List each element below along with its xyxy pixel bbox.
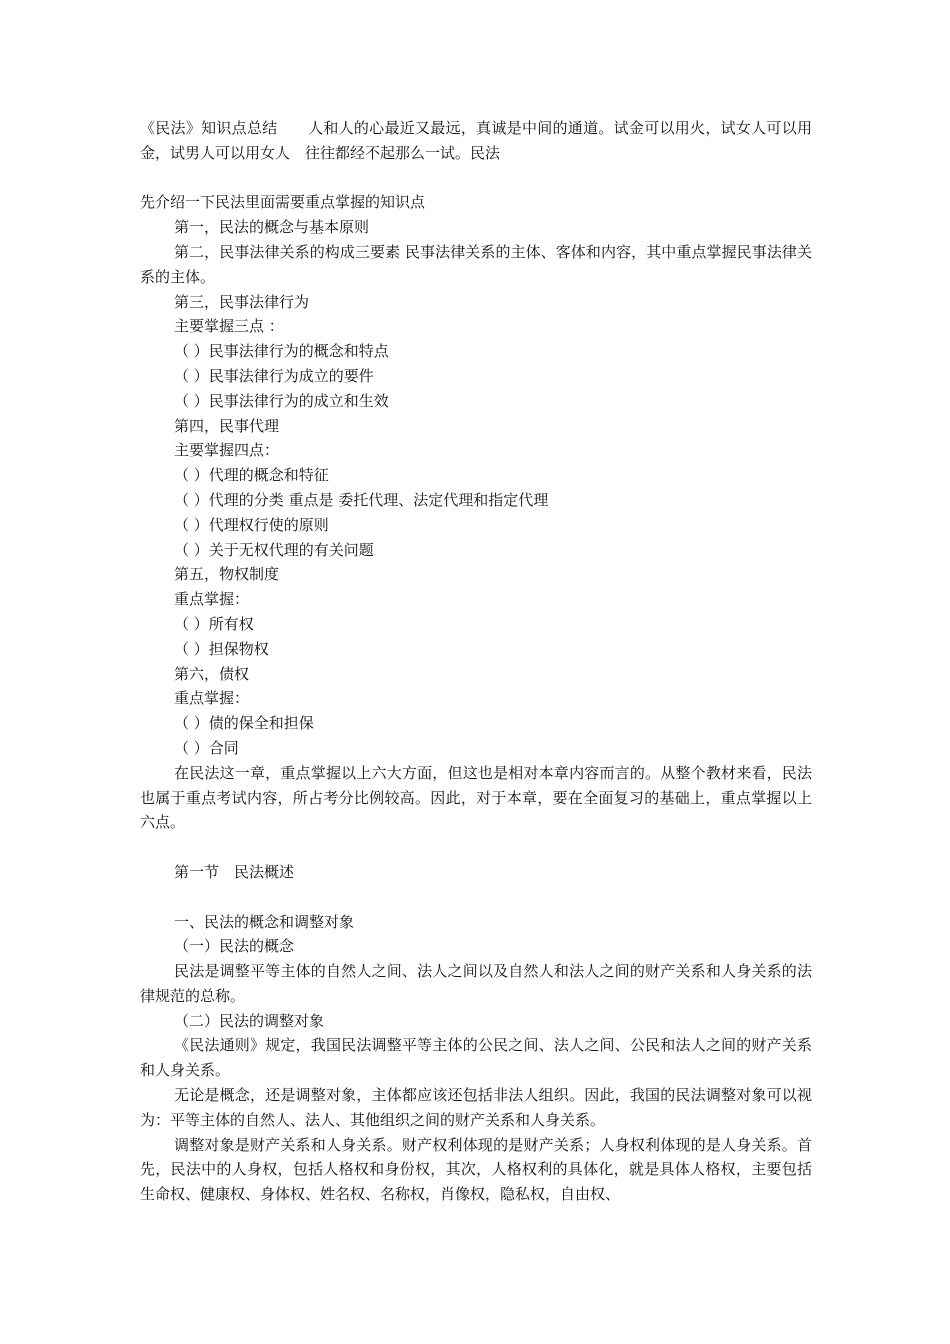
section-title: 第一节 民法概述 bbox=[174, 862, 295, 881]
heading-1-1: （一）民法的概念 bbox=[174, 937, 295, 956]
list-item: （ ）代理权行使的原则 bbox=[174, 515, 329, 534]
document-body bbox=[140, 116, 812, 1207]
list-item: （ ）债的保全和担保 bbox=[174, 714, 314, 733]
list-item: （ ）代理的概念和特征 bbox=[174, 466, 329, 485]
tiaozheng-paragraph: 调整对象是财产关系和人身关系。财产权利体现的是财产关系；人身权利体现的是人身关系。首先，民法中的人身权，包括人格权和身份权，其次，人格权利的具体化，就是具体人格权，主要包括生命权、健康权、身体权、姓名权、名称权，肖像权，隐私权，自由权、 bbox=[140, 1135, 812, 1204]
point-2-paragraph: 第二，民事法律关系的构成三要素 民事法律关系的主体、客体和内容，其中重点掌握民事法律关系的主体。 bbox=[140, 242, 812, 286]
heading-1: 一、民法的概念和调整对象 bbox=[174, 912, 355, 931]
point-4-heading: 第四，民事代理 bbox=[174, 416, 280, 435]
list-item: （ ）民事法律行为的概念和特点 bbox=[174, 342, 389, 361]
heading-1-2: （二）民法的调整对象 bbox=[174, 1011, 325, 1030]
intro-paragraph: 《民法》知识点总结 人和人的心最近又最远，真诚是中间的通道。试金可以用火，试女人可以用金，试男人可以用女人 往往都经不起那么一试。民法 bbox=[140, 119, 812, 162]
blank-line bbox=[140, 166, 812, 191]
point-3-heading: 第三，民事法律行为 bbox=[174, 292, 310, 311]
blank-line bbox=[140, 885, 812, 910]
blank-line bbox=[140, 835, 812, 860]
point-1-heading: 第一，民法的概念与基本原则 bbox=[174, 218, 370, 237]
point-5-subheading: 重点掌握： bbox=[174, 590, 250, 609]
list-item: （ ）担保物权 bbox=[174, 639, 269, 658]
lead-paragraph: 先介绍一下民法里面需要重点掌握的知识点 bbox=[140, 193, 426, 212]
list-item: （ ）民事法律行为成立的要件 bbox=[174, 366, 374, 385]
list-item: （ ）民事法律行为的成立和生效 bbox=[174, 391, 389, 410]
tongze-paragraph: 《民法通则》规定，我国民法调整平等主体的公民之间、法人之间、公民和法人之间的财产关系和人身关系。 bbox=[140, 1036, 812, 1080]
list-item: （ ）关于无权代理的有关问题 bbox=[174, 540, 374, 559]
point-4-subheading: 主要掌握四点： bbox=[174, 441, 280, 460]
list-item: （ ）所有权 bbox=[174, 614, 254, 633]
point-6-subheading: 重点掌握： bbox=[174, 689, 250, 708]
point-3-subheading: 主要掌握三点 ： bbox=[174, 317, 284, 336]
list-item: （ ）合同 bbox=[174, 738, 239, 757]
list-item: （ ）代理的分类 重点是 委托代理、法定代理和指定代理 bbox=[174, 490, 549, 509]
summary-paragraph: 在民法这一章，重点掌握以上六大方面，但这也是相对本章内容而言的。从整个教材来看，民法也属于重点考试内容，所占考分比例较高。因此，对于本章，要在全面复习的基础上，重点掌握以上六点。 bbox=[140, 763, 812, 832]
definition-paragraph: 民法是调整平等主体的自然人之间、法人之间以及自然人和法人之间的财产关系和人身关系的法律规范的总称。 bbox=[140, 962, 812, 1005]
wulun-paragraph: 无论是概念，还是调整对象，主体都应该还包括非法人组织。因此，我国的民法调整对象可以视为：平等主体的自然人、法人、其他组织之间的财产关系和人身关系。 bbox=[140, 1086, 812, 1129]
point-6-heading: 第六，债权 bbox=[174, 664, 250, 683]
point-5-heading: 第五，物权制度 bbox=[174, 565, 280, 584]
